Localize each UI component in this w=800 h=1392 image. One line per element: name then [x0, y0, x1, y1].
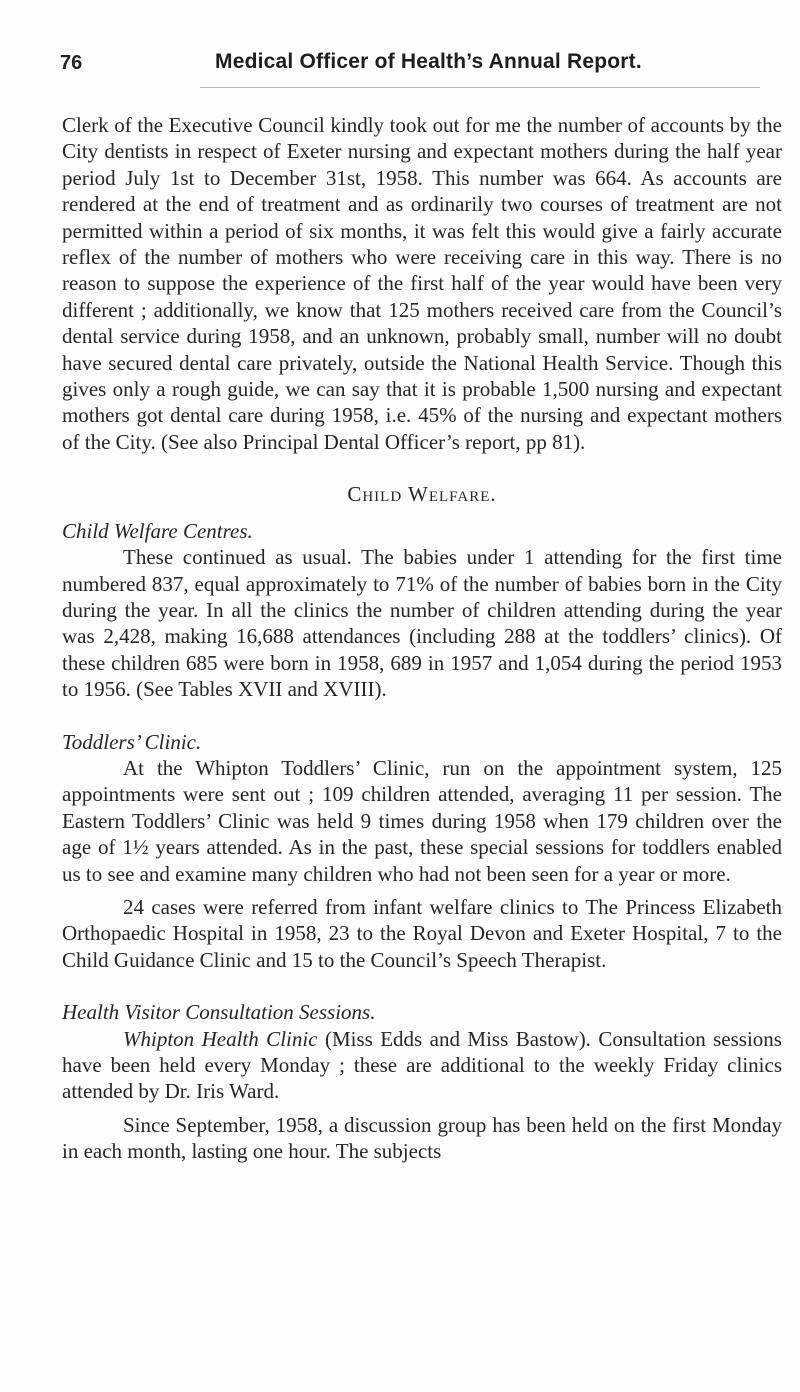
subhead-toddlers-clinic: Toddlers’ Clinic. — [62, 729, 202, 754]
paragraph-dental-accounts: Clerk of the Executive Council kindly took out for me the number of accounts by the City dentists in respect of Exeter nursing and expectant mothers during the half year period July 1st to December 31st, 1958. This number was 664. As accounts are rendered at the end of treatment and as ordinarily two courses of treatment are not permitted within a period of six months, it was felt this would give a fairly accurate reflex of the number of mothers who were receiving care in this way. There is no reason to suppose the experience of the first half of the year would have been very different ; additionally, we know that 125 mothers received care from the Council’s dental service during 1958, and an unknown, probably small, number will no doubt have secured dental care privately, outside the National Health Service. Though this gives only a rough guide, we can say that it is probable 1,500 nursing and expectant mothers got dental care during 1958, i.e. 45% of the nursing and expectant mothers of the City. (See also Principal Dental Officer’s report, pp 81). — [62, 113, 782, 454]
spacer — [62, 973, 782, 999]
section-title: Child Welfare. — [347, 482, 497, 507]
page-number: 76 — [60, 52, 83, 74]
paragraph-toddlers: At the Whipton Toddlers’ Clinic, run on the appointment system, 125 appointments were sent out ; 109 children attended, averaging 11 per session. The Eastern Toddlers’ Clinic was held 9 times during 1958 when 179 children over the age of 1½ years attended. As in the past, these special sessions for toddlers enabled us to see and examine many children who had not been seen for a year or more. — [62, 755, 782, 886]
running-title: Medical Officer of Health’s Annual Report. — [215, 50, 642, 73]
paragraph-centres: These continued as usual. The babies under 1 attending for the first time numbered 837, equal approximately to 71% of the number of babies born in the City during the year. In all the clinics the number of children attending during the year was 2,428, making 16,688 attendances (including 288 at the toddlers’ clinics). Of these children 685 were born in 1958, 689 in 1957 and 1,054 during the period 1953 to 1956. (See Tables XVII and XVIII). — [62, 545, 782, 702]
page-body — [62, 112, 782, 1165]
subhead-health-visitor-sessions: Health Visitor Consultation Sessions. — [62, 1000, 376, 1025]
spacer — [62, 703, 782, 729]
header-rule — [200, 87, 760, 88]
whipton-clinic-label: Whipton Health Clinic — [123, 1026, 318, 1051]
subhead-child-welfare-centres: Child Welfare Centres. — [62, 518, 253, 543]
paragraph-discussion-group: Since September, 1958, a discussion group has been held on the first Monday in each month, lasting one hour. The subjects — [62, 1112, 782, 1164]
whipton-text: (Miss Edds and Miss Bastow). Consultation sessions have been held every Monday ; these are additional to the weekly Friday clinics attended by Dr. Iris Ward. — [62, 1026, 782, 1104]
spacer — [62, 887, 782, 894]
page-header — [60, 52, 760, 86]
spacer — [62, 1105, 782, 1112]
paragraph-referrals: 24 cases were referred from infant welfare clinics to The Princess Elizabeth Orthopaedic Hospital in 1958, 23 to the Royal Devon and Exeter Hospital, 7 to the Child Guidance Clinic and 15 to the Council’s Speech Therapist. — [62, 894, 782, 972]
paragraph-whipton — [62, 1026, 782, 1105]
